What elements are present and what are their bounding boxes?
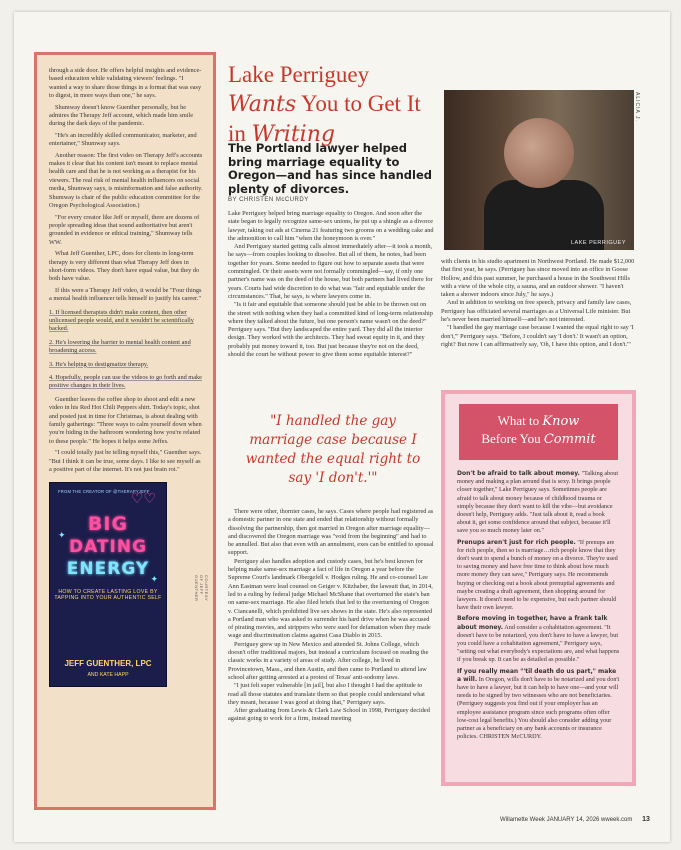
sidebar-list-item: 4. Hopefully, people can use the videos to go forth and make positive changes in their lives. (49, 374, 202, 390)
article-paragraph: After graduating from Lewis & Clark Law School in 1998, Perriguey decided against going to work for a firm, instead meeting (228, 707, 430, 723)
sidebar-paragraph: "He's an incredibly skilled communicator, marketer, and entertainer," Shumway says. (49, 131, 197, 148)
sparkle-icon: ✦ (150, 575, 158, 586)
deck: The Portland lawyer helped bring marriage equality to Oregon—and has since handled plenty of divorces. (228, 141, 432, 196)
tip-item (457, 470, 620, 536)
book-from-line: FROM THE CREATOR OF @THERAPYJEFF (58, 489, 150, 495)
sidebar-paragraph: Another reason: The first video on Therapy Jeff's accounts makes it clear that his content isn't meant to replace mental health care and that he is not working as a therapist for his viewers. The real risk of mental health influencers on social media, Shumway says, is misinformation and false authority. Shumway is chair of the public education committee for the Oregon Psychological Association.) (49, 151, 203, 210)
tip-item (457, 668, 620, 742)
tip-head-part: What to (497, 413, 540, 428)
tip-box-body (445, 460, 632, 742)
book-title-line2: DATING (68, 536, 148, 557)
tip-box-header (459, 404, 618, 460)
sidebar-list-item: 3. He's helping to destigmatize therapy. (49, 360, 149, 368)
photo-subject-face (504, 118, 574, 188)
page-footer (500, 816, 650, 823)
tip-lead: Before moving in together, have a frank talk about money. (457, 615, 608, 631)
tip-head-part: Before You (481, 431, 541, 446)
book-title-line1: BIG (87, 512, 129, 535)
tip-lead: Don't be afraid to talk about money. (457, 470, 580, 477)
book-cover (49, 482, 167, 687)
book-coauthor: AND KATE HAPP (87, 672, 129, 679)
article-paragraph: Perriguey also handles adoption and custody cases, but he's best known for helping make same-sex marriage a fact of life in Oregon a year before the Supreme Court's landmark Obergefell v. Hodges ruling. He and co-counsel Lee Ann Eastman were lead counsel on Geiger v. Kitzhaber, the lawsuit that, in 2014, led to a ruling by federal judge Michael McShane that overturned the state's ban on same-sex marriage. He also filed briefs that led to the overturning of Oregon v. Ciancanelli, which prohibited live sex shows in the state. He's also represented a Portland man who was asked to surrender his hard drive when he was accused of pirating movies, and strippers who were sued for defamation when they made wage and discrimination claims against Casa Diablo in 2015. (228, 557, 433, 640)
tip-lead: Prenups aren't just for rich people. (457, 538, 576, 546)
sidebar-paragraph: What Jeff Guenther, LPC, does for clients in long-term therapy is very different than what Therapy Jeff does in short-form videos. They don't have equal value, but they do both have value. (49, 250, 200, 283)
sidebar-paragraph: "For every creator like Jeff or myself, there are dozens of people spreading ideas that sound authoritative but aren't grounded in evidence or ethical training," Shumway tells WW. (49, 213, 200, 246)
book-title-line3: ENERGY (66, 558, 150, 579)
article-paragraph: "I handled the gay marriage case because I wanted the equal right to say 'I don't,'" Perriguey says. "Before, I couldn't say 'I don't.' It wasn't an option, right? But now I can affirmatively say, 'Oh, I have this option, and I don't.'" (441, 324, 634, 348)
article-column-1 (228, 210, 434, 408)
headline-part: Lake Perriguey (228, 62, 370, 87)
sidebar-list-item: 2. He's lowering the barrier to mental health content and broadening access. (49, 338, 191, 355)
article-paragraph: Lake Perriguey helped bring marriage equality to Oregon. And soon after the state began to legally recognize same-sex unions, he put up a shingle as a divorce lawyer, taking out ads at Cinema 21 featuring two grooms on a wedding cake and the admonition to call him "when the honeymoon is over." (228, 210, 434, 242)
article-paragraph: "I just felt super vulnerable [in jail], but also I thought I had the aptitude to read all those statutes and translate them so that people could understand what they meant, because I was good at doing that," Perriguey says. (228, 682, 425, 706)
tip-head-script: Know (542, 414, 580, 429)
article-paragraph: "Is it fair and equitable that someone should just be able to be thrown out on the street with nothing when they had a committed kind of long-term relationship where they talked about the future, but one person's name wasn't on the deed?" Perriguey says. "But they landscaped the entire yard. They did all the interior design. They worked with the architects. They had sweat equity in it, and they probably put money toward it, too. But just because they're not on the deed, should the court be without power to give them some equitable interest?" (228, 301, 433, 359)
headline-script: Writing (251, 122, 335, 147)
tip-box (441, 390, 636, 786)
portrait-photo (444, 90, 634, 250)
photo-caption: LAKE PERRIGUEY (571, 240, 626, 246)
footer-source: Willamette Week JANUARY 14, 2026 wweek.com (500, 817, 633, 823)
sidebar-paragraph: "I could totally just be telling myself this," Guenther says. "But I think it can be true, some days. I like to see myself as a positive part of the internet. It's not just brain rot." (49, 449, 202, 474)
article-column-2 (441, 258, 636, 382)
article-column-1b (228, 508, 434, 808)
article-paragraph: with clients in his studio apartment in Northwest Portland. He made $12,000 that first year, he says. (Perriguey has since moved into an office in Goose Hollow, and this past summer, he purchased a house in the Southwest Hills with a view of the whole city, a sauna, and an outdoor shower. "I haven't taken a shower indoors since July," he says.) (441, 258, 635, 299)
byline: BY CHRISTEN McCURDY (228, 197, 309, 203)
tip-item (457, 539, 620, 613)
pull-quote: "I handled the gay marriage case because I wanted the equal right to say 'I don't.'" (245, 413, 421, 486)
tip-item (457, 615, 620, 664)
headline-script: Wants (228, 92, 297, 117)
article-paragraph: There were other, thornier cases, he says. Cases where people had registered as a domestic partner in one state and ended that relationship without formally dissolving the partnership, then got married in Oregon after marriage equality—and discovered the Oregon marriage was "void from the beginning" and had to be annulled. But also that even with an annulment, exes can be entitled to spousal support. (228, 508, 434, 557)
book-credit: COURTESY OF JEFF GUENTHER (194, 575, 209, 602)
sidebar-paragraph: Guenther leaves the coffee shop to shoot and edit a new video in his Red Hot Chili Peppers shirt. Today's topic, shot and posted just in time for Christmas, is about dealing with family gatherings: "Three ways to calm yourself down when you're hiding in the bathroom wondering how you're related to these people." He hopes it helps some Jeffes. (49, 395, 202, 445)
tip-head-script: Commit (543, 432, 596, 447)
headline (228, 60, 438, 149)
tip-lead: If you really mean "'til death do us part," make a will. (457, 667, 617, 683)
tip-text: In Oregon, wills don't have to be notarized and you don't have to have a lawyer, but it can help to have one—and your will needs to be signed by two witnesses who are not beneficiaries. (Perriguey suggests you find out if your employer has an employee assistance program since such programs often offer low-cost legal benefits.) You should also consider adding your partner as a beneficiary on any bank accounts or insurance policies. CHRISTEN McCURDY. (457, 675, 620, 741)
tip-text: "If prenups are for rich people, then so is marriage…rich people know that they don't want to spend a bunch of money on a divorce. They're used to saving money and have free time to think about how much more money they can save," Perriguey says. He recommends buying or checking out a book about prenuptial agreements and maybe creating a draft agreement, then shopping around for lawyers. It doesn't need to be expensive, but each partner should have their own lawyer. (457, 538, 618, 612)
book-author: JEFF GUENTHER, LPC (64, 659, 152, 669)
article-paragraph: And Perriguey started getting calls almost immediately after—it took a month, he says—from couples looking to dissolve. But all of them, he notes, had been together for years. Some needed to figure out how to separate assets that were commingled. Or their assets were not formally commingled—say, if only one partner's name was on the deed of the house, but both partners had lived there for years. Courts had wide discretion to do what was "fair and equitable under the circumstances." That, he says, is where lawyers come in. (228, 243, 433, 300)
page-number: 13 (642, 816, 650, 823)
book-subtitle: HOW TO CREATE LASTING LOVE BY TAPPING INTO YOUR AUTHENTIC SELF (54, 588, 162, 602)
tip-text: And consider a cohabitation agreement. "It doesn't have to be notarized, you don't have to have a lawyer, but you could have a cohabitation agreement," Perriguey says, "setting out what everybody's expectations are, and what happens if you break up. It can be as detailed as possible." (457, 623, 620, 664)
hearts-icon: ♡♡ (130, 491, 156, 508)
sidebar-paragraph: through a side door. He offers helpful insights and evidence-based education while validating viewers' feelings. "I wanted a way to share those things in a format that was easy to digest, in more ways than one," he says. (49, 67, 202, 100)
tip-text: "Talking about money and making a plan around that is sexy. It brings people closer together," Lake Perriguey says. Sometimes people are afraid to talk about money because of childhood trauma or simply because they don't want to kill the vibe—but avoidance doesn't help, Perriguey adds. "Just talk about it, read a book about it, get some confidence around that subject, because it'll save you so much money later on." (457, 470, 619, 535)
sidebar-paragraph: If this were a Therapy Jeff video, it would be "Four things a mental health influencer tells himself to justify his career." (49, 286, 202, 303)
sidebar-list-item: 1. If licensed therapists didn't make content, then other unlicensed people would, and it wouldn't be scientifically backed. (49, 308, 194, 333)
headline-part: You to Get It in (228, 91, 421, 146)
photo-credit: ALICIA J. ROSE (628, 92, 640, 122)
sidebar-article (34, 52, 216, 810)
article-paragraph: Perriguey grew up in New Mexico and attended St. Johns College, which doesn't offer traditional majors, but instead a curriculum focused on reading the classic works in a variety of areas of study. After college, he lived in Provincetown, Mass., and then Austin, and then came to Portland to attend law school after getting arrested at a protest of Texas' anti-sodomy laws. (228, 640, 429, 681)
sparkle-icon: ✦ (58, 531, 66, 542)
article-paragraph: And in addition to working on free speech, privacy and family law cases, Perriguey has officiated several marriages as a Universal Life minister. But he's never been married himself—and he's not interested. (441, 299, 632, 324)
sidebar-paragraph: Shumway doesn't know Guenther personally, but he admires the Therapy Jeff account, which made him smile during the dark days of the pandemic. (49, 103, 194, 128)
